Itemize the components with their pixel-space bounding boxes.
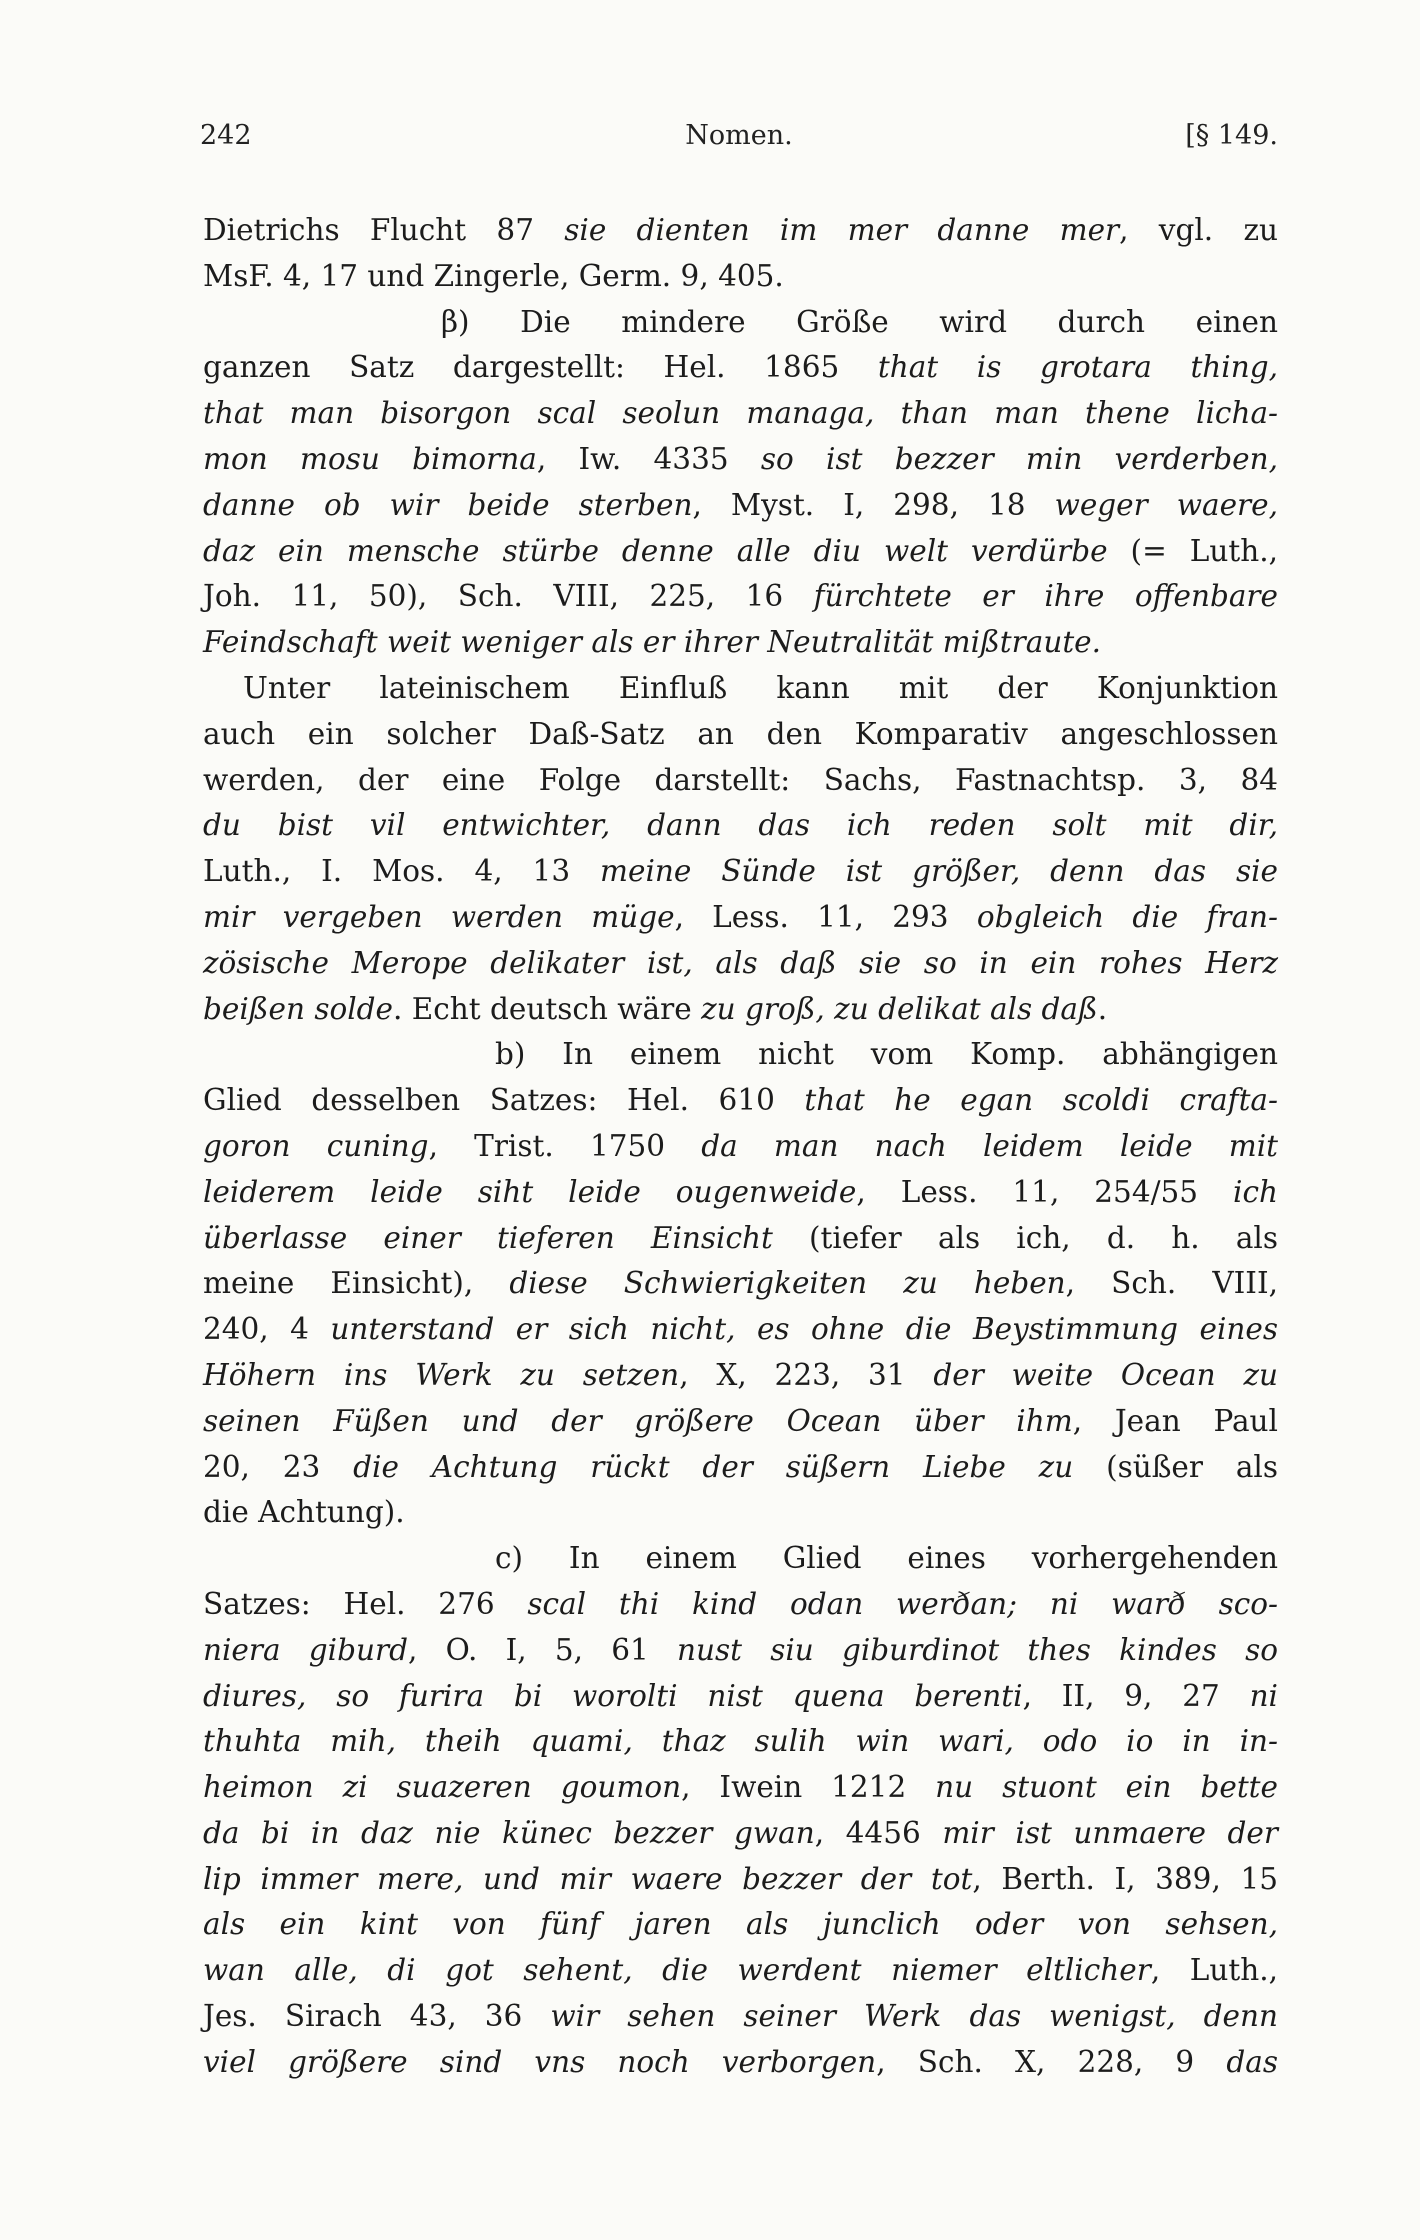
quoted-text: seinen Füßen und der größere Ocean über ihm bbox=[203, 1403, 1073, 1438]
text-line bbox=[203, 1124, 1278, 1170]
quoted-text: zu groß, zu delikat als daß bbox=[701, 991, 1098, 1026]
section-number: [§ 149. bbox=[1185, 120, 1278, 151]
text-line bbox=[203, 1902, 1278, 1948]
text-line bbox=[203, 208, 1278, 254]
plain-text: , Less. 11, 293 bbox=[674, 899, 977, 934]
text-line bbox=[203, 1811, 1278, 1857]
quoted-text: scal thi kind odan werðan; ni warð sco- bbox=[527, 1586, 1278, 1621]
quoted-text: heimon zi suazeren goumon bbox=[203, 1770, 682, 1805]
text-line bbox=[203, 2040, 1278, 2086]
quoted-text: that man bisorgon scal seolun managa, than man thene licha- bbox=[203, 396, 1278, 431]
text-line bbox=[203, 1261, 1278, 1307]
quoted-text: obgleich die fran- bbox=[976, 899, 1279, 934]
text-line bbox=[203, 758, 1278, 804]
text-line bbox=[203, 1765, 1278, 1811]
plain-text: (süßer als bbox=[1073, 1449, 1279, 1484]
quoted-text: niera giburd bbox=[203, 1632, 408, 1667]
quoted-text: that is grotara thing, bbox=[877, 350, 1278, 385]
text-line bbox=[203, 1445, 1278, 1491]
plain-text: , Less. 11, 254/55 bbox=[856, 1174, 1234, 1209]
text-line bbox=[203, 1216, 1278, 1262]
quoted-text: unterstand er sich nicht, es ohne die Beystimmung eines bbox=[330, 1312, 1278, 1347]
text-line bbox=[203, 1948, 1278, 1994]
quoted-text: mir vergeben werden müge bbox=[203, 899, 675, 934]
plain-text: . Echt deutsch wäre bbox=[393, 991, 702, 1026]
quoted-text: fürchtete er ihre offenbare bbox=[813, 579, 1278, 614]
text-line bbox=[203, 1857, 1278, 1903]
quoted-text: mir ist unmaere der bbox=[942, 1815, 1278, 1850]
plain-text: Dietrichs Flucht 87 bbox=[203, 213, 565, 247]
plain-text: (= Luth., bbox=[1107, 533, 1278, 568]
plain-text: (tiefer als ich, d. h. als bbox=[772, 1220, 1278, 1255]
text-line bbox=[203, 437, 1278, 483]
quoted-text: so ist bezzer min verderben, bbox=[760, 441, 1278, 476]
quoted-text: da man nach leidem leide mit bbox=[701, 1128, 1278, 1163]
quoted-text: Höhern ins Werk zu setzen bbox=[203, 1357, 680, 1392]
quoted-text: Feindschaft weit weniger als er ihrer Neutralität mißtraute. bbox=[203, 625, 1102, 660]
plain-text: , Luth., bbox=[1150, 1953, 1278, 1988]
plain-text: , vgl. zu bbox=[1119, 213, 1278, 247]
plain-text: werden, der eine Folge darstellt: Sachs, Fastnachtsp. 3, 84 bbox=[203, 762, 1278, 797]
plain-text: , O. I, 5, 61 bbox=[407, 1632, 677, 1667]
quoted-text: da bi in daz nie künec bezzer gwan bbox=[203, 1815, 815, 1850]
quoted-text: weger waere, bbox=[1054, 487, 1278, 522]
plain-text: meine Einsicht), bbox=[203, 1266, 510, 1301]
text-line bbox=[203, 941, 1278, 987]
quoted-text: danne ob wir beide sterben bbox=[203, 487, 693, 522]
plain-text: β) Die mindere Größe wird durch einen bbox=[441, 304, 1278, 339]
text-line bbox=[203, 1994, 1278, 2040]
text-line bbox=[203, 1399, 1278, 1445]
text-line bbox=[203, 1490, 1278, 1536]
quoted-text: nu stuont ein bette bbox=[935, 1770, 1278, 1805]
quoted-text: diures, so furira bi worolti nist quena berenti bbox=[203, 1678, 1023, 1713]
quoted-text: das bbox=[1226, 2044, 1278, 2079]
quoted-text: lip immer mere, und mir waere bezzer der tot bbox=[203, 1861, 973, 1896]
plain-text: , II, 9, 27 bbox=[1022, 1678, 1250, 1713]
quoted-text: nust siu giburdinot thes kindes so bbox=[676, 1632, 1278, 1667]
text-line bbox=[203, 1307, 1278, 1353]
plain-text: , Iwein 1212 bbox=[681, 1770, 936, 1805]
text-line bbox=[203, 712, 1278, 758]
page-number: 242 bbox=[200, 120, 252, 151]
plain-text: , Berth. I, 389, 15 bbox=[972, 1861, 1279, 1896]
quoted-text: daz ein mensche stürbe denne alle diu welt verdürbe bbox=[203, 533, 1108, 568]
plain-text: 240, 4 bbox=[203, 1312, 331, 1347]
quoted-text: wir sehen seiner Werk das wenigst, denn bbox=[550, 1999, 1278, 2034]
plain-text: Glied desselben Satzes: Hel. 610 bbox=[203, 1083, 805, 1118]
text-line bbox=[203, 1032, 1278, 1078]
quoted-text: zösische Merope delikater ist, als daß sie so in ein rohes Herz bbox=[203, 945, 1278, 980]
text-line bbox=[203, 483, 1278, 529]
text-line bbox=[203, 666, 1278, 712]
plain-text: . bbox=[1097, 991, 1108, 1026]
text-line bbox=[203, 895, 1278, 941]
text-line bbox=[203, 1674, 1278, 1720]
text-line bbox=[203, 574, 1278, 620]
text-line bbox=[203, 1536, 1278, 1582]
quoted-text: thuhta mih, theih quami, thaz sulih win wari, odo io in in- bbox=[203, 1724, 1278, 1759]
text-line bbox=[203, 987, 1278, 1033]
plain-text: Joh. 11, 50), Sch. VIII, 225, 16 bbox=[203, 579, 814, 614]
text-line bbox=[203, 849, 1278, 895]
text-line bbox=[203, 1078, 1278, 1124]
text-line bbox=[203, 1719, 1278, 1765]
quoted-text: wan alle, di got sehent, die werdent niemer eltlicher bbox=[203, 1953, 1151, 1988]
text-line bbox=[203, 1582, 1278, 1628]
plain-text: auch ein solcher Daß-Satz an den Komparativ angeschlossen bbox=[203, 716, 1278, 751]
plain-text: MsF. 4, 17 und Zingerle, Germ. 9, 405. bbox=[203, 258, 784, 293]
plain-text: ganzen Satz dargestellt: Hel. 1865 bbox=[203, 350, 878, 385]
quoted-text: goron cuning bbox=[203, 1128, 429, 1163]
plain-text: , Myst. I, 298, 18 bbox=[692, 487, 1055, 522]
quoted-text: mon mosu bimorna bbox=[203, 441, 537, 476]
plain-text: , Sch. VIII, bbox=[1065, 1266, 1278, 1301]
text-line bbox=[203, 803, 1278, 849]
quoted-text: diese Schwierigkeiten zu heben bbox=[509, 1266, 1066, 1301]
plain-text: Luth., I. Mos. 4, 13 bbox=[203, 854, 601, 889]
quoted-text: du bist vil entwichter, dann das ich reden solt mit dir, bbox=[203, 808, 1278, 843]
plain-text: Unter lateinischem Einfluß kann mit der Konjunktion bbox=[243, 670, 1278, 705]
quoted-text: ni bbox=[1249, 1678, 1278, 1713]
quoted-text: der weite Ocean zu bbox=[933, 1357, 1278, 1392]
plain-text: , Iw. 4335 bbox=[536, 441, 761, 476]
quoted-text: die Achtung rückt der süßern Liebe zu bbox=[353, 1449, 1074, 1484]
plain-text: , Trist. 1750 bbox=[428, 1128, 702, 1163]
text-line bbox=[203, 1170, 1278, 1216]
page-header bbox=[200, 120, 1278, 170]
body-text bbox=[203, 208, 1278, 2086]
plain-text: , Sch. X, 228, 9 bbox=[876, 2044, 1227, 2079]
text-line bbox=[203, 1353, 1278, 1399]
quoted-text: ich bbox=[1233, 1174, 1278, 1209]
plain-text: b) In einem nicht vom Komp. abhängigen bbox=[495, 1037, 1278, 1072]
text-line bbox=[203, 345, 1278, 391]
plain-text: , Jean Paul bbox=[1072, 1403, 1278, 1438]
quoted-text: überlasse einer tieferen Einsicht bbox=[203, 1220, 773, 1255]
running-title: Nomen. bbox=[685, 120, 793, 151]
plain-text: , X, 223, 31 bbox=[679, 1357, 934, 1392]
plain-text: c) In einem Glied eines vorhergehenden bbox=[495, 1541, 1278, 1576]
quoted-text: sie dienten im mer danne mer bbox=[564, 213, 1120, 247]
plain-text: , 4456 bbox=[814, 1815, 943, 1850]
quoted-text: meine Sünde ist größer, denn das sie bbox=[600, 854, 1278, 889]
quoted-text: als ein kint von fünf jaren als junclich oder von sehsen, bbox=[203, 1907, 1278, 1942]
text-line bbox=[203, 529, 1278, 575]
text-line bbox=[203, 254, 1278, 300]
text-line bbox=[203, 391, 1278, 437]
text-line bbox=[203, 300, 1278, 346]
quoted-text: leiderem leide siht leide ougenweide bbox=[203, 1174, 857, 1209]
plain-text: die Achtung). bbox=[203, 1495, 405, 1530]
plain-text: Jes. Sirach 43, 36 bbox=[203, 1999, 551, 2034]
plain-text: Satzes: Hel. 276 bbox=[203, 1586, 528, 1621]
quoted-text: viel größere sind vns noch verborgen bbox=[203, 2044, 877, 2079]
plain-text: 20, 23 bbox=[203, 1449, 354, 1484]
quoted-text: beißen solde bbox=[203, 991, 393, 1026]
quoted-text: that he egan scoldi crafta- bbox=[804, 1083, 1278, 1118]
text-line bbox=[203, 1628, 1278, 1674]
text-line bbox=[203, 620, 1278, 666]
